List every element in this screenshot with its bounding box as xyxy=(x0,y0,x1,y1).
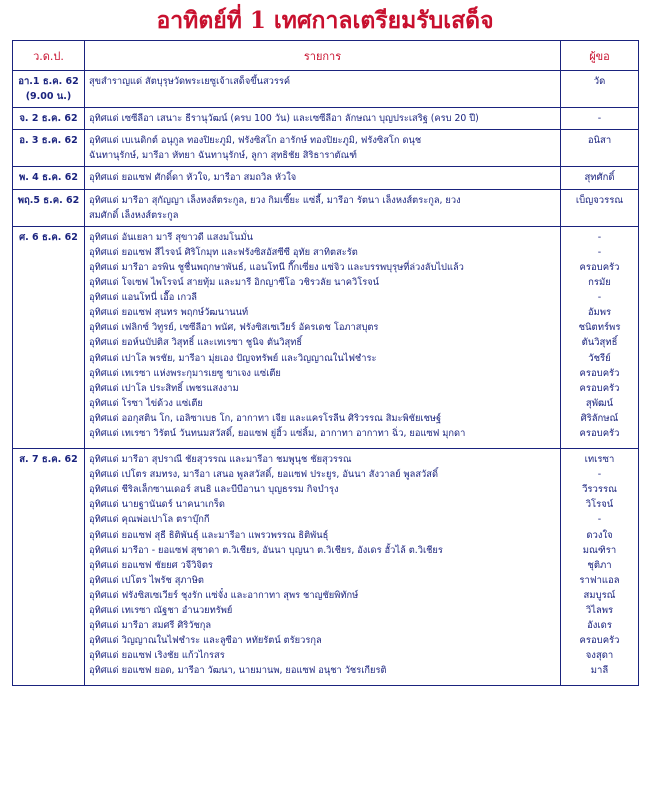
requester-name: - xyxy=(597,469,602,481)
table-row xyxy=(13,167,639,189)
requester-name: ครอบครัว xyxy=(579,427,620,439)
intention-line: อุทิศแด่ ฟรังซิสเซเวียร์ ชุงรัก แซ่จั๋ง และอากาทา สุพร ชาญชัยพิทักษ์ xyxy=(89,589,359,601)
requester-name: อัมพร xyxy=(587,307,612,319)
date-cell xyxy=(13,167,85,189)
intention-line: อุทิศแด่ โรซา ไข่ด้วง แซ่เตีย xyxy=(89,397,203,409)
requester-name: วีรวรรณ xyxy=(582,484,617,496)
intention-line: อุทิศแด่ เปโตร สมทรง, มารีอา เสนอ พูลสวัสดิ์, ยอแซฟ ประยูร, อันนา สังวาลย์ พูลสวัสดิ์ xyxy=(89,469,438,481)
intention-line: อุทิศแด่ เบเนดิกต์ อนุกูล ทองปิยะภูมิ, ฟรังซิสโก อารักษ์ ทองปิยะภูมิ, ฟรังซิสโก ดนุช xyxy=(89,135,422,147)
intention-line: อุทิศแด่ มารีอา สุปราณี ชัยสุวรรณ และมารีอา ชมพูนุช ชัยสุวรรณ xyxy=(89,454,352,466)
requester-name: ชนิตทร์พร xyxy=(578,322,621,334)
row-spacer xyxy=(89,441,556,445)
intention-cell xyxy=(85,71,561,108)
requester-name: - xyxy=(597,292,602,304)
intention-line: อุทิศแด่ มารีอา อรพิน ชูชื่นพฤกษาพันธ์, แอนโทนี กี๊กเซี่ยง แซ่จิว และบรรพบุรุษที่ล่วงลับไปแล้ว xyxy=(89,261,464,273)
intention-line: อุทิศแด่ เทเรซา แห่งพระกุมารเยซู ขาเจง แซ่เตีย xyxy=(89,367,281,379)
table-row xyxy=(13,108,639,130)
requester-name: กรมัย xyxy=(588,277,611,289)
intention-line: อุทิศแด่ เฟลิกซ์ วิทูรย์, เซซีลีอา พนัศ, ฟรังซิสเซเวียร์ อัครเดช โอภาสบุตร xyxy=(89,322,379,334)
requester-name: - xyxy=(597,231,602,243)
table-row xyxy=(13,71,639,108)
intention-line: อุทิศแด่ เปาโล ประสิทธิ์ เพชรแสงงาม xyxy=(89,382,239,394)
requester-name: ศิริลักษณ์ xyxy=(580,412,619,424)
date-text: อ. 3 ธ.ค. 62 xyxy=(19,135,78,147)
intention-line: อุทิศแด่ ออกุสติน โก, เอลิซาเบธ โก, อากาทา เจีย และแครโรลีน ศิริวรรณ สิมะพิชัยเชษฐ์ xyxy=(89,412,442,424)
intention-line: สมศักดิ์ เล็งหงส์ตระกูล xyxy=(89,209,179,221)
requester-name: อังเดร xyxy=(587,620,612,632)
requester-name: สุทศักดิ์ xyxy=(584,172,615,184)
intention-line: อุทิศแด่ แอนโทนี่ เอื๊อ เกวลี xyxy=(89,292,197,304)
table-row xyxy=(13,130,639,167)
requester-name: ครอบครัว xyxy=(579,367,620,379)
requester-cell xyxy=(561,71,639,108)
requester-name: วิไลพร xyxy=(585,605,614,616)
intention-line: อุทิศแด่ เปาโล พรชัย, มารีอา มุ่ยเอง ปัญจทรัพย์ และวิญญาณในไฟชำระ xyxy=(89,352,377,364)
requester-name: จงสุดา xyxy=(585,650,614,662)
requester-name: ราฟาแอล xyxy=(579,574,620,586)
intention-line: อุทิศแด่ มารีอา สมศรี ศิริวัชกุล xyxy=(89,620,212,632)
requester-name: สมบูรณ์ xyxy=(583,589,616,601)
intention-line: อุทิศแด่ มารีอา สุกัญญา เล็งหงส์ตระกูล, ยวง กิมเซี๊ยะ แซ่ลี้, มารีอา รัตนา เล็งหงส์ตระกูล, ยวง xyxy=(89,194,461,206)
requester-name: วิโรจน์ xyxy=(585,499,614,511)
intention-line: อุทิศแด่ โจเซฟ ไพโรจน์ สายทุ้ม และมารี อิกญาซีโอ วชิรวลัย นาควิโรจน์ xyxy=(89,277,379,289)
date-cell xyxy=(13,449,85,686)
date-text: พ. 4 ธ.ค. 62 xyxy=(19,172,78,184)
intention-cell xyxy=(85,189,561,226)
intention-line: อุทิศแด่ ชีริลเล็กซานเดอร์ สนธิ และบีบีอานา บุญธรรม กิจบำรุง xyxy=(89,484,339,496)
requester-name: เบ็ญจวรรณ xyxy=(575,194,624,206)
date-text: (9.00 น.) xyxy=(25,91,72,103)
intention-line: อุทิศแด่ ยอแซฟ เริงชัย แก้วไกรสร xyxy=(89,650,225,662)
requester-cell xyxy=(561,189,639,226)
table-row xyxy=(13,226,639,448)
intention-cell xyxy=(85,449,561,686)
requester-cell xyxy=(561,226,639,448)
requester-cell xyxy=(561,167,639,189)
intention-line: อุทิศแด่ เทเรซา วิรัตน์ วันทนมสวัสดิ์, ยอแซฟ ยู่ฮิ้ว แซ่ลิ้ม, อากาทา อากาทา ฉิ่ว, ยอแซฟ มุกดา xyxy=(89,427,466,439)
table-row xyxy=(13,449,639,686)
column-header-date: ว.ด.ป. xyxy=(13,41,85,71)
date-text: ส. 7 ธ.ค. 62 xyxy=(19,454,78,466)
row-spacer xyxy=(89,678,556,682)
requester-name: เทเรซา xyxy=(584,454,615,466)
intention-line: อุทิศแด่ คุณพ่อเปาโล ตราบุ๊กกี xyxy=(89,514,210,526)
requester-name: ชุติภา xyxy=(587,559,612,571)
intention-line: อุทิศแด่ ยอแซฟ ยอด, มารีอา วัฒนา, นายมานพ, ยอแซฟ อนุชา วัชรเกียรติ xyxy=(89,665,387,677)
requester-cell xyxy=(561,449,639,686)
intention-line: อุทิศแด่ ยอแซฟ สุนทร พฤกษ์วัฒนานนท์ xyxy=(89,307,249,319)
date-cell xyxy=(13,71,85,108)
intention-cell xyxy=(85,130,561,167)
intention-line: อุทิศแด่ มารีอา - ยอแซฟ สุชาดา ต.วิเชียร, อันนา บุญนา ต.วิเชียร, อังเดร ฮั้วไล้ ต.วิเชียร xyxy=(89,544,443,556)
requester-name: ครอบครัว xyxy=(579,261,620,273)
intention-cell xyxy=(85,108,561,130)
intention-line: อุทิศแด่ อันเยลา มารี สุขาวดี แสงมโนมั่น xyxy=(89,231,253,243)
requester-name: - xyxy=(597,113,602,125)
date-text: พฤ.5 ธ.ค. 62 xyxy=(17,194,80,206)
requester-name: ตันวิสุทธิ์ xyxy=(581,337,618,349)
date-cell xyxy=(13,108,85,130)
intention-line: อุทิศแด่ เซซีลีอา เสนาะ ธีรานุวัฒน์ (ครบ 100 วัน) และเซซีลีอา ลักษณา บุญประเสริฐ (ครบ 20 ปี) xyxy=(89,113,479,125)
date-text: จ. 2 ธ.ค. 62 xyxy=(19,113,78,125)
intention-cell xyxy=(85,167,561,189)
intention-line: อุทิศแด่ ยอแซฟ ชัยยศ วจีวิจิตร xyxy=(89,559,213,571)
requester-name: - xyxy=(597,246,602,258)
requester-name: ครอบครัว xyxy=(579,382,620,394)
intention-line: อุทิศแด่ ยอห์นบัปติส วิสุทธิ์ และเทเรซา ชูนิจ ตันวิสุทธิ์ xyxy=(89,337,303,349)
requester-name: สุพัฒน์ xyxy=(585,397,614,409)
date-cell xyxy=(13,130,85,167)
intention-line: อุทิศแด่ เปโตร ไพรัช สุภาษิต xyxy=(89,574,204,586)
intention-line: อุทิศแด่ ยอแซฟ สีไรจน์ ศิริโกมุท และฟรังซิสอัสซีซี อุทัย สาทิตสะรัต xyxy=(89,246,358,258)
column-header-requester: ผู้ขอ xyxy=(561,41,639,71)
date-text: อา.1 ธ.ค. 62 xyxy=(18,76,79,87)
requester-name: ดวงใจ xyxy=(586,529,613,541)
requester-name: อนิสา xyxy=(587,135,612,147)
requester-name: ครอบครัว xyxy=(579,635,620,647)
intention-line: อุทิศแด่ ยอแซฟ ศักดิ์ดา หัวใจ, มารีอา สมถวิล หัวใจ xyxy=(89,172,297,184)
date-cell xyxy=(13,189,85,226)
intention-line: อุทิศแด่ เทเรซา ณัฐชา อำนวยทรัพย์ xyxy=(89,605,233,616)
page-title: อาทิตย์ที่ 1 เทศกาลเตรียมรับเสด็จ xyxy=(156,7,494,34)
requester-name: มณฑิรา xyxy=(582,544,617,556)
table-header-row xyxy=(13,41,639,71)
requester-name: - xyxy=(597,514,602,526)
intention-line: สุขสำราญแด่ สัตบุรุษวัดพระเยซูเจ้าเสด็จขึ้นสวรรค์ xyxy=(89,76,291,87)
date-cell xyxy=(13,226,85,448)
date-text: ศ. 6 ธ.ค. 62 xyxy=(19,231,78,243)
requester-name: วัด xyxy=(593,76,606,87)
intention-line: อุทิศแด่ นายฐานันดร์ นาคนาเกร็ด xyxy=(89,499,225,511)
column-header-items: รายการ xyxy=(85,41,561,71)
table-row xyxy=(13,189,639,226)
requester-cell xyxy=(561,108,639,130)
intention-line: อุทิศแด่ ยอแซฟ สุธี ธิติพันธุ์ และมารีอา แพรวพรรณ ธิติพันธุ์ xyxy=(89,529,329,541)
requester-name: วัชรีย์ xyxy=(588,352,611,364)
intention-cell xyxy=(85,226,561,448)
mass-intention-table xyxy=(12,40,639,686)
requester-cell xyxy=(561,130,639,167)
intention-line: อุทิศแด่ วิญญาณในไฟชำระ และลูซีอา หทัยรัตน์ ตรัยวรกุล xyxy=(89,635,322,647)
requester-name: มาลี xyxy=(590,665,609,677)
intention-line: ฉันทานุรักษ์, มารีอา หัทยา ฉันทานุรักษ์, ลูกา สุทธิชัย สิริธาราตัณฑ์ xyxy=(89,150,357,162)
